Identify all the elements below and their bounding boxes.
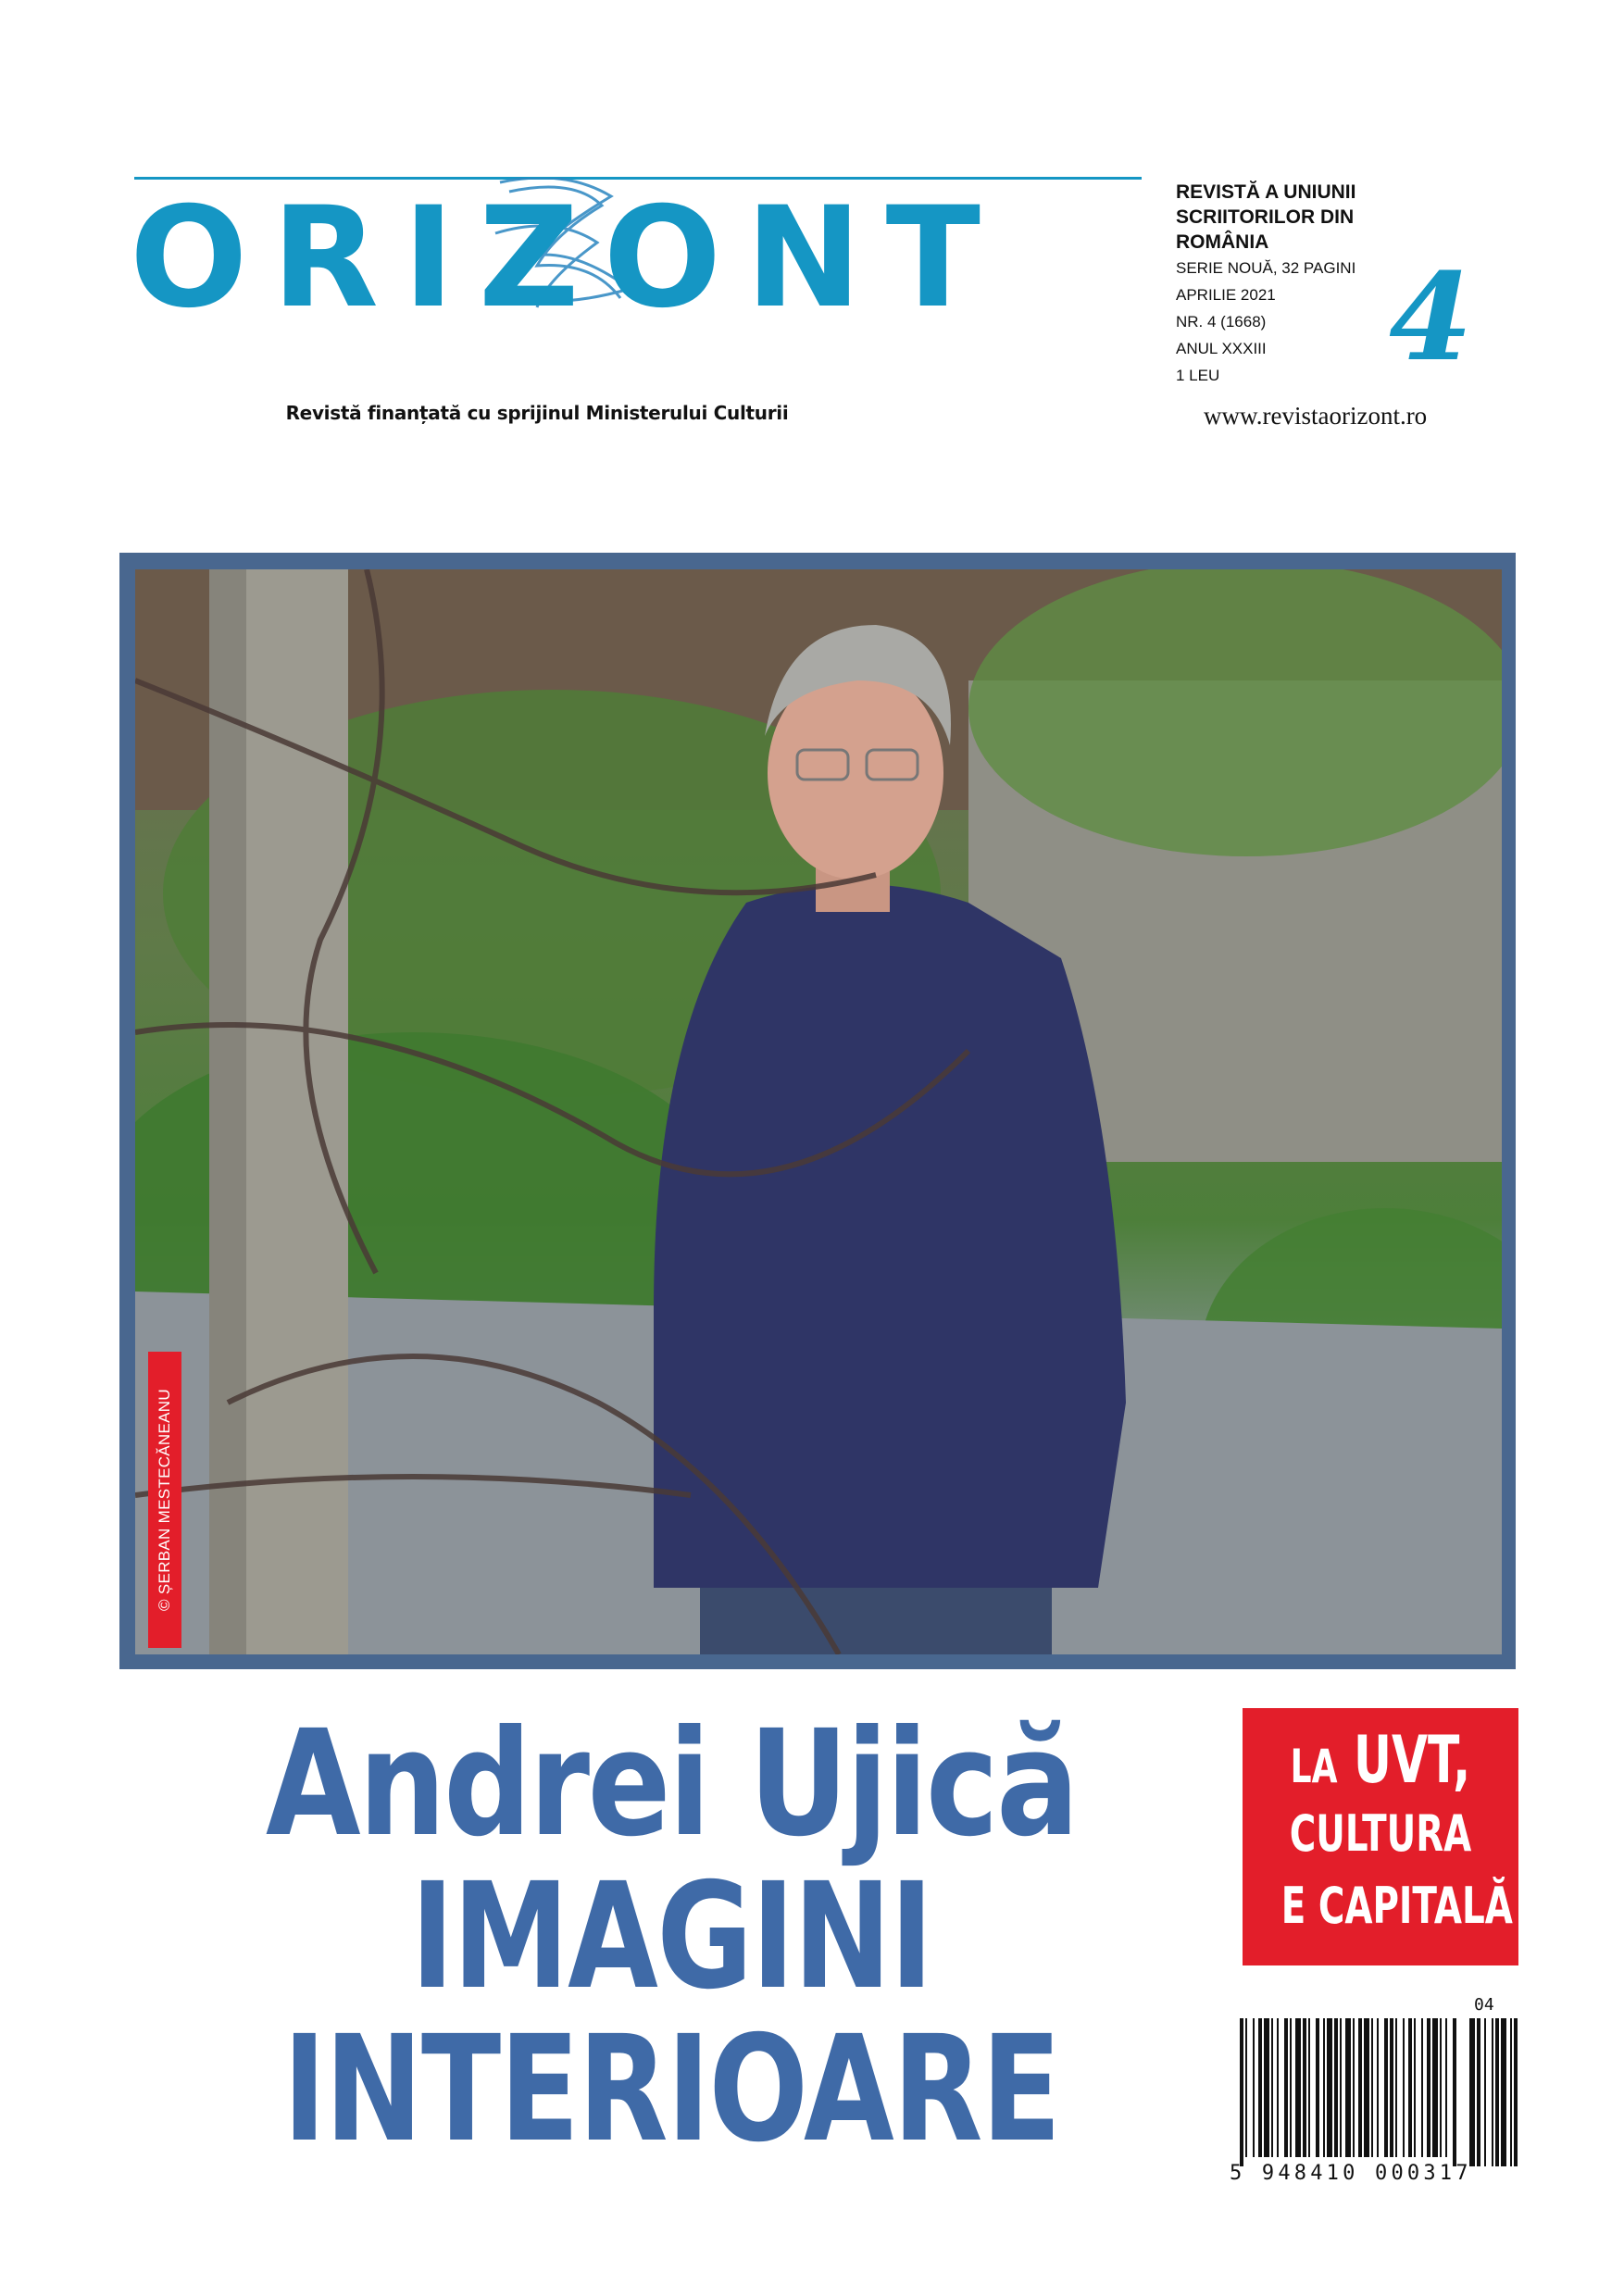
promo-line-1	[1281, 1721, 1480, 1805]
barcode-bar	[1384, 2018, 1388, 2157]
barcode-bar	[1353, 2018, 1355, 2157]
promo-line-3: E CAPITALĂ	[1280, 1877, 1513, 1935]
cover-headline	[139, 1699, 1204, 2175]
barcode-bar	[1453, 2018, 1456, 2166]
issue-number-big: 4	[1389, 246, 1473, 388]
barcode-bar	[1308, 2018, 1310, 2157]
barcode-bar	[1264, 2018, 1269, 2157]
barcode-bar	[1340, 2018, 1342, 2157]
series-info: SERIE NOUĂ, 32 PAGINI	[1176, 259, 1356, 277]
barcode-bar	[1445, 2018, 1447, 2157]
headline-line-2: IMAGINI	[410, 1852, 932, 2022]
barcode-bar	[1395, 2018, 1397, 2157]
barcode-bar	[1245, 2018, 1247, 2157]
barcode-addon-bar	[1495, 2018, 1499, 2166]
barcode-bar	[1253, 2018, 1255, 2157]
promo-line-1b: UVT,	[1354, 1722, 1471, 1798]
barcode-bar	[1284, 2018, 1288, 2157]
photo-credit	[148, 1352, 181, 1648]
issue-date: APRILIE 2021	[1176, 286, 1276, 304]
barcode-addon-bar	[1510, 2018, 1512, 2166]
publisher-line-2: SCRIITORILOR DIN	[1176, 206, 1355, 228]
barcode-bar	[1295, 2018, 1301, 2157]
barcode-bar	[1371, 2018, 1373, 2157]
orizont-logo-svg	[130, 178, 1157, 317]
promo-line-1a: LA	[1290, 1740, 1338, 1793]
barcode-addon-bar	[1501, 2018, 1506, 2166]
barcode-addon-bar	[1514, 2018, 1518, 2166]
barcode-bar	[1240, 2018, 1243, 2166]
promo-line-2: CULTURA	[1289, 1804, 1472, 1863]
barcode-bar	[1377, 2018, 1379, 2157]
barcode-bar	[1316, 2018, 1319, 2157]
publisher-line-3: ROMÂNIA	[1176, 231, 1269, 253]
barcode-digits: 5 948410 000317	[1230, 2162, 1472, 2185]
logo-text: ORIZONT	[130, 178, 1005, 317]
barcode-bar	[1427, 2018, 1430, 2157]
website-link[interactable]: www.revistaorizont.ro	[1204, 402, 1428, 430]
barcode-bar	[1271, 2018, 1273, 2157]
barcode-bar	[1421, 2018, 1423, 2157]
barcode-addon: 04	[1474, 1995, 1494, 2015]
barcode-addon-bar	[1484, 2018, 1486, 2166]
barcode-bar	[1277, 2018, 1279, 2157]
funding-note: Revistă finanțată cu sprijinul Ministerului Culturii	[285, 402, 789, 424]
barcode-bar	[1358, 2018, 1362, 2157]
issue-price: 1 LEU	[1176, 367, 1220, 384]
barcode-bar	[1403, 2018, 1405, 2157]
issue-number: NR. 4 (1668)	[1176, 313, 1267, 331]
promo-box	[1243, 1708, 1518, 1965]
barcode-bar	[1303, 2018, 1306, 2157]
barcode-addon-bar	[1492, 2018, 1493, 2166]
orizont-logo	[130, 178, 1157, 317]
barcode-bar	[1334, 2018, 1338, 2157]
cover-photo	[135, 569, 1502, 1654]
barcode-bar	[1290, 2018, 1292, 2157]
barcode-bar	[1432, 2018, 1438, 2157]
barcode-bar	[1364, 2018, 1369, 2157]
barcode-bar	[1345, 2018, 1351, 2157]
photo-credit-text: © ȘERBAN MESTECĂNEANU	[156, 1389, 173, 1611]
publisher-line-1: REVISTĂ A UNIUNII	[1176, 181, 1356, 203]
barcode-bar	[1440, 2018, 1442, 2157]
barcode-bar	[1327, 2018, 1332, 2157]
barcode-bar	[1408, 2018, 1412, 2157]
barcode-addon-bar	[1477, 2018, 1480, 2166]
issue-year: ANUL XXXIII	[1176, 340, 1267, 357]
headline-name: Andrei Ujică	[265, 1699, 1078, 1869]
barcode-bar	[1390, 2018, 1393, 2157]
barcode-addon-bar	[1469, 2018, 1475, 2166]
barcode-bar	[1414, 2018, 1416, 2157]
headline-line-3: INTERIOARE	[282, 2004, 1060, 2175]
barcode-bar	[1323, 2018, 1325, 2157]
cover-photo-illustration	[135, 569, 1502, 1654]
barcode-bar	[1258, 2018, 1262, 2157]
